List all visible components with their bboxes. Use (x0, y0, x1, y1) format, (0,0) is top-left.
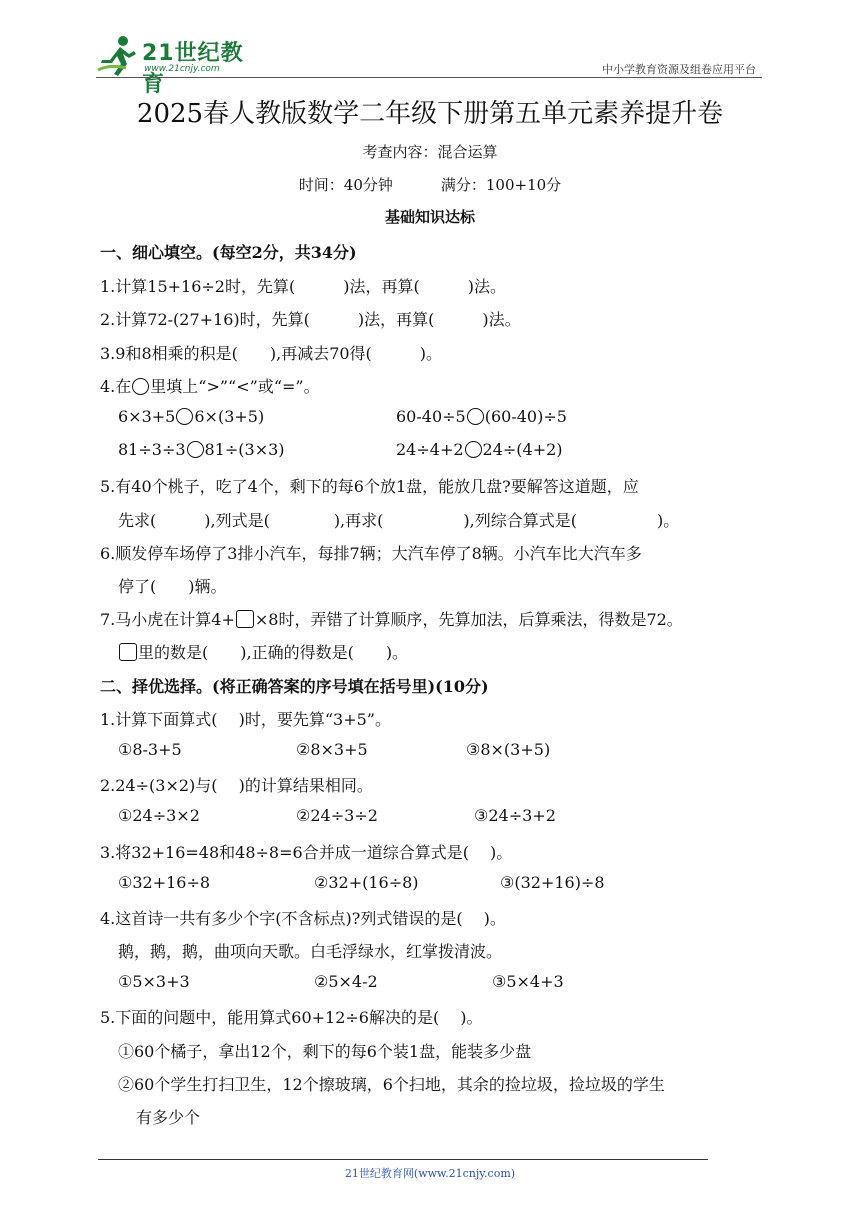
header-divider (96, 77, 762, 78)
option[interactable]: ②8×3+5 (296, 740, 368, 759)
square-blank-icon[interactable] (119, 643, 137, 661)
logo-url: www.21cnjy.com (144, 64, 220, 74)
part2-heading: 二、择优选择。(将正确答案的序号填在括号里)(10分) (100, 677, 489, 696)
exam-subtitle: 考查内容：混合运算 (362, 143, 498, 161)
part2-q2: 2.24÷(3×2)与( )的计算结果相同。 (100, 776, 373, 795)
part1-heading: 一、细心填空。(每空2分，共34分) (100, 243, 357, 262)
option[interactable]: ③(32+16)÷8 (500, 873, 605, 892)
part1-q3: 3.9和8相乘的积是( ),再减去70得( )。 (100, 344, 443, 363)
footer-divider (98, 1159, 708, 1160)
option[interactable]: ②5×4-2 (314, 972, 378, 991)
part1-q1: 1.计算15+16÷2时，先算( )法，再算( )法。 (100, 277, 506, 296)
circle-blank-icon (132, 378, 149, 395)
option[interactable]: ①5×3+3 (118, 972, 190, 991)
runner-icon (96, 34, 140, 78)
part2-q5: 5.下面的问题中，能用算式60+12÷6解决的是( )。 (100, 1008, 483, 1027)
option[interactable]: ①24÷3×2 (118, 806, 200, 825)
logo-text: 21世纪教育 (142, 41, 244, 97)
option[interactable]: ①60个橘子，拿出12个，剩下的每6个装1盘，能装多少盘 (118, 1042, 532, 1061)
option[interactable]: ①32+16÷8 (118, 873, 211, 892)
option[interactable]: ②60个学生打扫卫生，12个擦玻璃，6个扫地，其余的捡垃圾，捡垃圾的学生 (118, 1075, 665, 1094)
part2-q3: 3.将32+16=48和48÷8=6合并成一道综合算式是( )。 (100, 843, 513, 862)
compare-b: 60-40÷5 (60-40)÷5 (396, 407, 567, 426)
option[interactable]: ②24÷3÷2 (296, 806, 378, 825)
exam-meta (0, 174, 860, 195)
compare-circle-icon[interactable] (465, 441, 482, 458)
footer-link[interactable]: 21世纪教育网(www.21cnjy.com) (344, 1167, 516, 1180)
platform-name: 中小学教育资源及组卷应用平台 (602, 63, 756, 76)
part1-q6-line1: 6.顺发停车场停了3排小汽车，每排7辆；大汽车停了8辆。小汽车比大汽车多 (100, 544, 642, 563)
site-logo (96, 34, 266, 97)
square-blank-icon[interactable] (236, 610, 254, 628)
option[interactable]: ③8×(3+5) (466, 740, 551, 759)
compare-circle-icon[interactable] (187, 441, 204, 458)
compare-circle-icon[interactable] (176, 408, 193, 425)
compare-d: 24÷4+2 24÷(4+2) (396, 440, 563, 459)
option[interactable]: ③5×4+3 (492, 972, 564, 991)
option-continuation: 有多少个 (136, 1108, 201, 1127)
exam-time: 时间：40分钟 (298, 176, 393, 194)
compare-a: 6×3+5 6×(3+5) (118, 407, 265, 426)
part1-q6-line2: 停了( )辆。 (118, 577, 227, 596)
part2-q4: 4.这首诗一共有多少个字(不含标点)?列式错误的是( )。 (100, 909, 506, 928)
poem-text: 鹅，鹅，鹅，曲项向天歌。白毛浮绿水，红掌拨清波。 (118, 942, 503, 961)
exam-score: 满分：100+10分 (440, 176, 562, 194)
option[interactable]: ②32+(16÷8) (314, 873, 419, 892)
option[interactable]: ①8-3+5 (118, 740, 182, 759)
compare-circle-icon[interactable] (467, 408, 484, 425)
part1-q7-line1: 7.马小虎在计算4+ ×8时，弄错了计算顺序，先算加法，后算乘法，得数是72。 (100, 610, 683, 629)
exam-title: 2025春人教版数学二年级下册第五单元素养提升卷 (136, 99, 724, 129)
part1-q5-line1: 5.有40个桃子，吃了4个，剩下的每6个放1盘，能放几盘?要解答这道题，应 (100, 477, 639, 496)
part1-q5-line2: 先求( ),列式是( ),再求( ),列综合算式是( )。 (118, 511, 680, 530)
part1-q7-line2: 里的数是( ),正确的得数是( )。 (118, 640, 408, 663)
part1-q2: 2.计算72-(27+16)时，先算( )法，再算( )法。 (100, 310, 521, 329)
part2-q1: 1.计算下面算式( )时，要先算“3+5”。 (100, 710, 391, 729)
option[interactable]: ③24÷3+2 (474, 806, 556, 825)
section-label: 基础知识达标 (384, 208, 475, 226)
part1-q4: 4.在 里填上“>”“<”或“=”。 (100, 377, 320, 396)
compare-c: 81÷3÷3 81÷(3×3) (118, 440, 285, 459)
